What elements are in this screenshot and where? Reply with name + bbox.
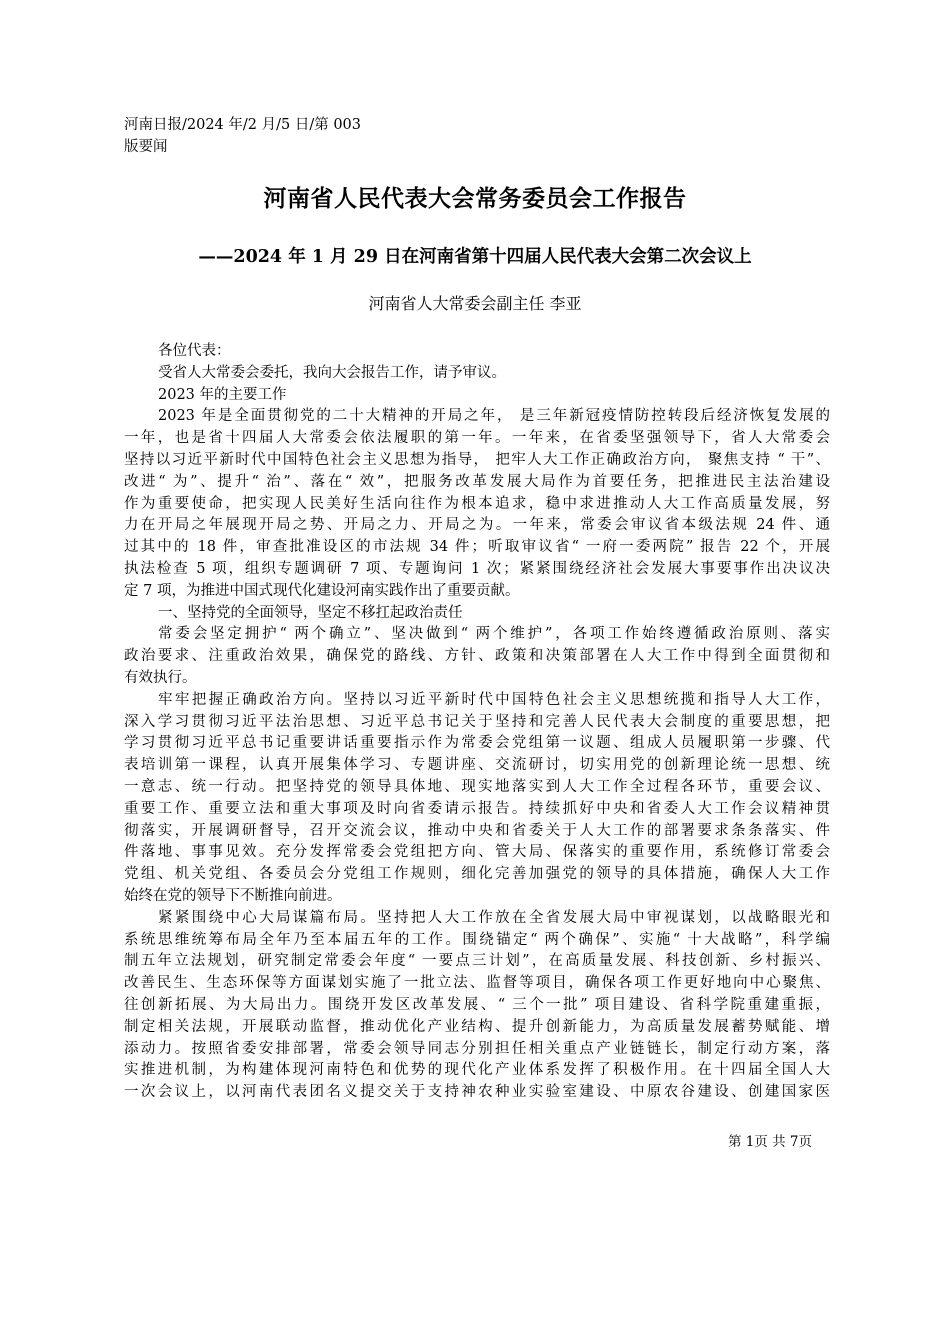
paragraph-line: 重要工作、重要立法和重大事项及时向省委请示报告。持续抓好中央和省委人大工作会议精神贯: [124, 800, 830, 817]
paragraph-line: 一意志、统一行动。把坚持党的领导具体地、现实地落实到人大工作全过程各环节，重要会议、: [124, 778, 830, 795]
paragraph-line: 改善民生、生态环保等方面谋划实施了一批立法、监督等项目，确保各项工作更好地向中心聚焦、: [124, 975, 830, 992]
paragraph-line: 件落地、事事见效。充分发挥常委会党组把方向、管大局、保落实的重要作用，系统修订常委会: [124, 844, 830, 861]
paragraph: [124, 624, 830, 689]
paragraph-line: 2023 年是全面贯彻党的二十大精神的开局之年， 是三年新冠疫情防控转段后经济恢复发展的: [158, 408, 830, 425]
document-author: 河南省人大常委会副主任 李亚: [368, 294, 582, 313]
paragraph: [124, 385, 830, 407]
paragraph-line: 有效执行。: [124, 669, 197, 686]
paragraph-line: 各位代表：: [158, 343, 231, 359]
paragraph-line: 表培训第一课程，认真开展集体学习、专题讲座、交流研讨，切实用党的创新理论统一思想、统: [124, 757, 830, 774]
paragraph-line: 受省人大常委会委托，我向大会报告工作，请予审议。: [158, 364, 506, 381]
paragraph-line: 实推进机制，为构建体现河南特色和优势的现代化产业体系发挥了积极作用。在十四届全国人大: [124, 1062, 830, 1079]
paragraph-line: 常委会坚定拥护“ 两个确立”、坚决做到“ 两个维护”，各项工作始终遵循政治原则、落实: [158, 626, 830, 643]
document-header: [124, 114, 361, 158]
paragraph-line: 制五年立法规划，研究制定常委会年度“ 一要点三计划”，在高质量发展、科技创新、乡村振兴、: [124, 953, 830, 970]
paragraph-line: 一、坚持党的全面领导，坚定不移扛起政治责任: [158, 604, 463, 621]
paragraph-line: 牢牢把握正确政治方向。坚持以习近平新时代中国特色社会主义思想统揽和指导人大工作，: [158, 691, 830, 708]
paragraph-line: 定 7 项，为推进中国式现代化建设河南实践作出了重要贡献。: [124, 582, 520, 599]
paragraph-line: 制定相关法规，开展联动监督，推动优化产业结构、提升创新能力，为高质量发展蓄势赋能、增: [124, 1018, 830, 1035]
paragraph-line: 过其中的 18 件，审查批准设区的市法规 34 件；听取审议省“ 一府一委两院” 报告 22 个，开展: [124, 539, 830, 556]
paragraph-line: 党组、机关党组、各委员会分党组工作规则，细化完善加强党的领导的具体措施，确保人大工作: [124, 866, 830, 883]
paragraph-line: 一次会议上，以河南代表团名义提交关于支持神农种业实验室建设、中原农谷建设、创建国家医: [124, 1084, 830, 1101]
paragraph: [124, 908, 830, 1104]
paragraph-line: 执法检查 5 项，组织专题调研 7 项、专题询问 1 次；紧紧围绕经济社会发展大事要事作出决议决: [124, 560, 830, 577]
paragraph-line: 力在开局之年展现开局之势、开局之力、开局之为。一年来，常委会审议省本级法规 24 件、通: [124, 517, 830, 534]
paragraph-line: 作为重要使命，把实现人民美好生活向往作为根本追求，稳中求进推动人大工作高质量发展，努: [124, 495, 830, 512]
paragraph: [124, 690, 830, 908]
paragraph-line: 彻落实，开展调研督导，召开交流会议，推动中央和省委关于人大工作的部署要求条条落实、件: [124, 822, 830, 839]
paragraph-line: 紧紧围绕中心大局谋篇布局。坚持把人大工作放在全省发展大局中审视谋划，以战略眼光和: [158, 909, 830, 926]
section-name: 版要闻: [124, 139, 168, 155]
paragraph: [124, 603, 830, 625]
paragraph-line: 一年，也是省十四届人大常委会依法履职的第一年。一年来，在省委坚强领导下，省人大常委会: [124, 430, 830, 447]
paragraph-line: 学习贯彻习近平总书记重要讲话重要指示作为常委会党组第一议题、组成人员履职第一步骤、代: [124, 735, 830, 752]
paragraph-line: 系统思维统筹布局全年乃至本届五年的工作。围绕锚定“ 两个确保”、实施“ 十大战略”，科学编: [124, 931, 830, 948]
document-title: 河南省人民代表大会常务委员会工作报告: [263, 185, 687, 212]
paragraph: [124, 363, 830, 385]
paragraph-line: 往创新拓展、为大局出力。围绕开发区改革发展、“ 三个一批” 项目建设、省科学院重建重振，: [124, 996, 830, 1013]
document-subtitle: ——2024 年 1 月 29 日在河南省第十四届人民代表大会第二次会议上: [198, 247, 752, 267]
paragraph-line: 始终在党的领导下不断推向前进。: [124, 887, 342, 904]
document-body: [124, 341, 830, 1104]
paragraph-line: 政治要求、注重政治效果，确保党的路线、方针、政策和决策部署在人大工作中得到全面贯彻和: [124, 648, 830, 665]
source-line: 河南日报/2024 年/2 月/5 日/第 003: [124, 117, 362, 133]
paragraph: [124, 341, 830, 363]
paragraph-line: 深入学习贯彻习近平法治思想、习近平总书记关于坚持和完善人民代表大会制度的重要思想，把: [124, 713, 830, 730]
paragraph-line: 2023 年的主要工作: [158, 386, 287, 403]
paragraph-line: 坚持以习近平新时代中国特色社会主义思想为指导， 把牢人大工作正确政治方向， 聚焦支持 “ 干”、: [124, 451, 830, 468]
paragraph-line: 改进“ 为”、提升“ 治”、落在“ 效”，把服务改革发展大局作为首要任务，把推进民主法治建设: [124, 473, 830, 490]
paragraph-line: 添动力。按照省委安排部署，常委会领导同志分别担任相关重点产业链链长，制定行动方案，落: [124, 1040, 830, 1057]
page-indicator: 第 1页 共 7页: [727, 1134, 812, 1150]
paragraph: [124, 406, 830, 602]
